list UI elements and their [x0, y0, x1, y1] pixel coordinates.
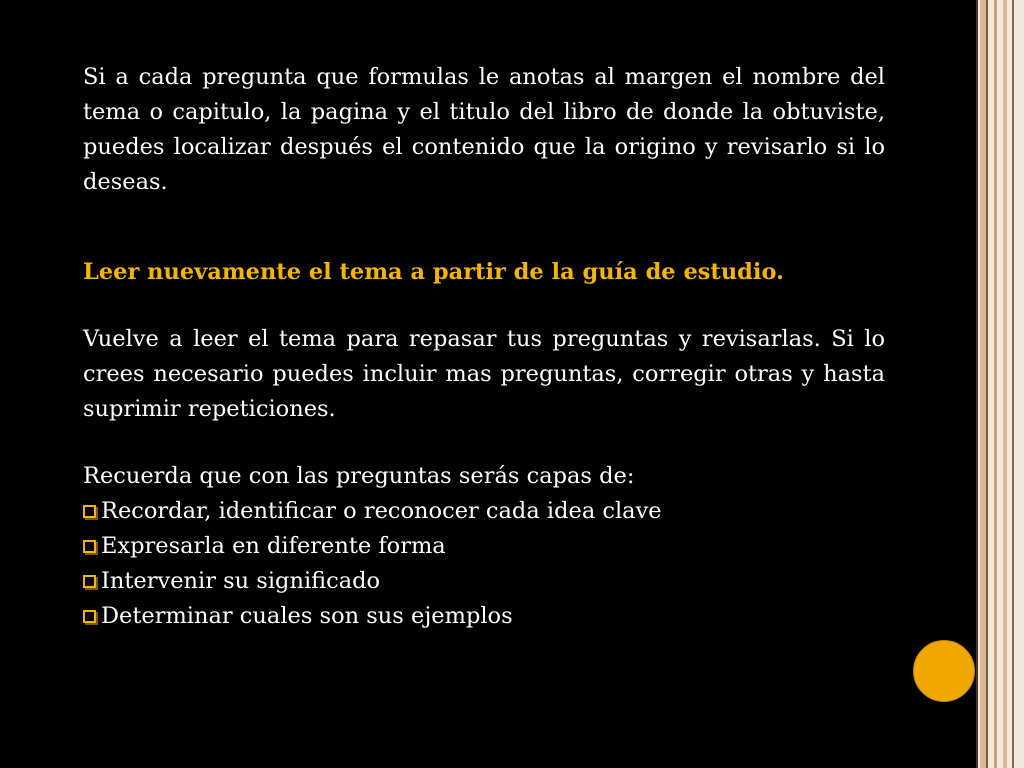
- bullet-text: Determinar cuales son sus ejemplos: [101, 603, 513, 629]
- paragraph-2: Vuelve a leer el tema para repasar tus preguntas y revisarlas. Si lo crees necesario puedes incluir mas preguntas, corregir otras y hasta suprimir repeticiones.: [83, 326, 885, 422]
- border-stripe: [1003, 0, 1007, 768]
- bullet-text: Intervenir su significado: [101, 568, 381, 594]
- checkbox-square-icon: [83, 540, 96, 553]
- list-item: [83, 564, 885, 599]
- list-item: [83, 599, 885, 634]
- checkbox-square-icon: [83, 575, 96, 588]
- bullet-text: Recordar, identificar o reconocer cada idea clave: [101, 498, 662, 524]
- slide-content: [83, 60, 885, 634]
- checkbox-square-icon: [83, 505, 96, 518]
- spacer: [83, 290, 885, 322]
- bullet-intro: Recuerda que con las preguntas serás capas de:: [83, 463, 635, 489]
- paragraph-1: Si a cada pregunta que formulas le anotas al margen el nombre del tema o capitulo, la pagina y el titulo del libro de donde la obtuviste, puedes localizar después el contenido que la origino y revisarlo si lo deseas.: [83, 64, 885, 195]
- border-stripe: [1012, 0, 1014, 768]
- list-item: [83, 494, 885, 529]
- spacer: [83, 200, 885, 255]
- border-stripe: [986, 0, 988, 768]
- checkbox-square-icon: [83, 610, 96, 623]
- list-item: [83, 529, 885, 564]
- spacer: [83, 427, 885, 459]
- section-heading: Leer nuevamente el tema a partir de la guía de estudio.: [83, 259, 784, 285]
- bullet-list: [83, 494, 885, 634]
- orange-circle-decoration: [913, 640, 975, 702]
- border-stripe: [994, 0, 997, 768]
- bullet-text: Expresarla en diferente forma: [101, 533, 446, 559]
